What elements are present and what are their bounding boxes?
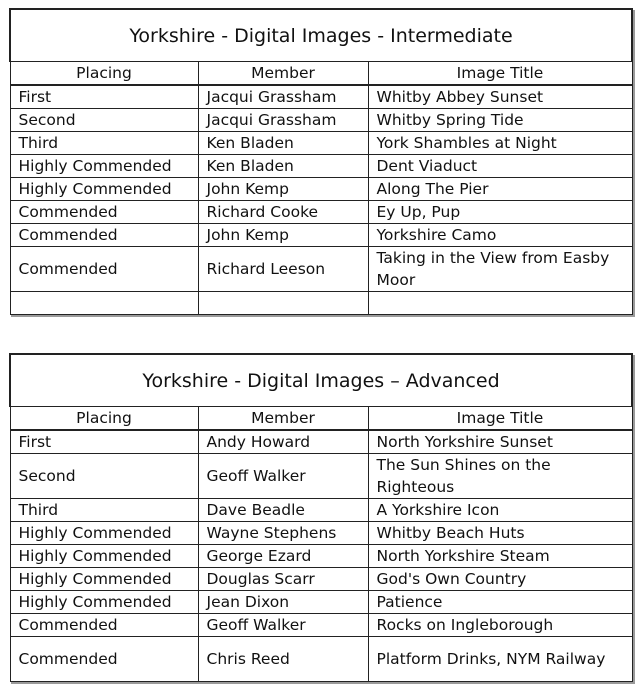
member-cell: Richard Leeson xyxy=(198,247,368,292)
table-row xyxy=(10,109,632,132)
member-cell: John Kemp xyxy=(198,178,368,201)
table-row xyxy=(10,178,632,201)
member-cell: Ken Bladen xyxy=(198,132,368,155)
placing-cell: Commended xyxy=(10,201,198,224)
image-title-cell: Yorkshire Camo xyxy=(368,224,632,247)
image-title-cell: God's Own Country xyxy=(368,568,632,591)
table-row xyxy=(10,247,632,292)
table-title: Yorkshire - Digital Images – Advanced xyxy=(10,354,632,407)
table-header-row xyxy=(10,62,632,86)
column-header-placing: Placing xyxy=(10,407,198,431)
column-header-member: Member xyxy=(198,62,368,86)
image-title-cell: Whitby Beach Huts xyxy=(368,522,632,545)
image-title-cell: Taking in the View from Easby Moor xyxy=(368,247,632,292)
placing-cell: Highly Commended xyxy=(10,545,198,568)
results-table-intermediate xyxy=(9,8,633,315)
placing-cell: Highly Commended xyxy=(10,155,198,178)
placing-cell: Highly Commended xyxy=(10,178,198,201)
image-title-cell: Whitby Spring Tide xyxy=(368,109,632,132)
table-row xyxy=(10,430,632,454)
placing-cell: Commended xyxy=(10,247,198,292)
table-row xyxy=(10,545,632,568)
image-title-cell xyxy=(368,292,632,315)
member-cell xyxy=(198,292,368,315)
table-row xyxy=(10,614,632,637)
column-header-image-title: Image Title xyxy=(368,407,632,431)
image-title-cell: North Yorkshire Sunset xyxy=(368,430,632,454)
member-cell: Jean Dixon xyxy=(198,591,368,614)
image-title-cell: Ey Up, Pup xyxy=(368,201,632,224)
image-title-cell: York Shambles at Night xyxy=(368,132,632,155)
table-header-row xyxy=(10,407,632,431)
image-title-cell: Along The Pier xyxy=(368,178,632,201)
table-row xyxy=(10,522,632,545)
table-row xyxy=(10,637,632,682)
table-row xyxy=(10,499,632,522)
placing-cell: Highly Commended xyxy=(10,568,198,591)
image-title-cell: The Sun Shines on the Righteous xyxy=(368,454,632,499)
member-cell: Andy Howard xyxy=(198,430,368,454)
placing-cell: First xyxy=(10,430,198,454)
image-title-cell: Patience xyxy=(368,591,632,614)
table-row xyxy=(10,224,632,247)
image-title-cell: Rocks on Ingleborough xyxy=(368,614,632,637)
image-title-cell: Dent Viaduct xyxy=(368,155,632,178)
placing-cell: Second xyxy=(10,454,198,499)
member-cell: George Ezard xyxy=(198,545,368,568)
placing-cell: Commended xyxy=(10,614,198,637)
placing-cell: Highly Commended xyxy=(10,522,198,545)
column-header-member: Member xyxy=(198,407,368,431)
image-title-cell: Whitby Abbey Sunset xyxy=(368,85,632,109)
table-title-row xyxy=(10,354,632,407)
placing-cell xyxy=(10,292,198,315)
member-cell: Douglas Scarr xyxy=(198,568,368,591)
placing-cell: First xyxy=(10,85,198,109)
image-title-cell: Platform Drinks, NYM Railway xyxy=(368,637,632,682)
member-cell: John Kemp xyxy=(198,224,368,247)
table-row-empty xyxy=(10,292,632,315)
table-title: Yorkshire - Digital Images - Intermediate xyxy=(10,9,632,62)
table-row xyxy=(10,568,632,591)
member-cell: Jacqui Grassham xyxy=(198,109,368,132)
member-cell: Dave Beadle xyxy=(198,499,368,522)
image-title-cell: North Yorkshire Steam xyxy=(368,545,632,568)
member-cell: Wayne Stephens xyxy=(198,522,368,545)
table-row xyxy=(10,591,632,614)
table-title-row xyxy=(10,9,632,62)
table-row xyxy=(10,201,632,224)
placing-cell: Commended xyxy=(10,224,198,247)
member-cell: Jacqui Grassham xyxy=(198,85,368,109)
results-table-advanced xyxy=(9,353,633,682)
table-row xyxy=(10,155,632,178)
placing-cell: Commended xyxy=(10,637,198,682)
member-cell: Ken Bladen xyxy=(198,155,368,178)
table-row xyxy=(10,132,632,155)
placing-cell: Third xyxy=(10,132,198,155)
placing-cell: Third xyxy=(10,499,198,522)
member-cell: Geoff Walker xyxy=(198,454,368,499)
member-cell: Chris Reed xyxy=(198,637,368,682)
column-header-placing: Placing xyxy=(10,62,198,86)
member-cell: Geoff Walker xyxy=(198,614,368,637)
table-row xyxy=(10,85,632,109)
image-title-cell: A Yorkshire Icon xyxy=(368,499,632,522)
column-header-image-title: Image Title xyxy=(368,62,632,86)
member-cell: Richard Cooke xyxy=(198,201,368,224)
table-row xyxy=(10,454,632,499)
placing-cell: Second xyxy=(10,109,198,132)
placing-cell: Highly Commended xyxy=(10,591,198,614)
